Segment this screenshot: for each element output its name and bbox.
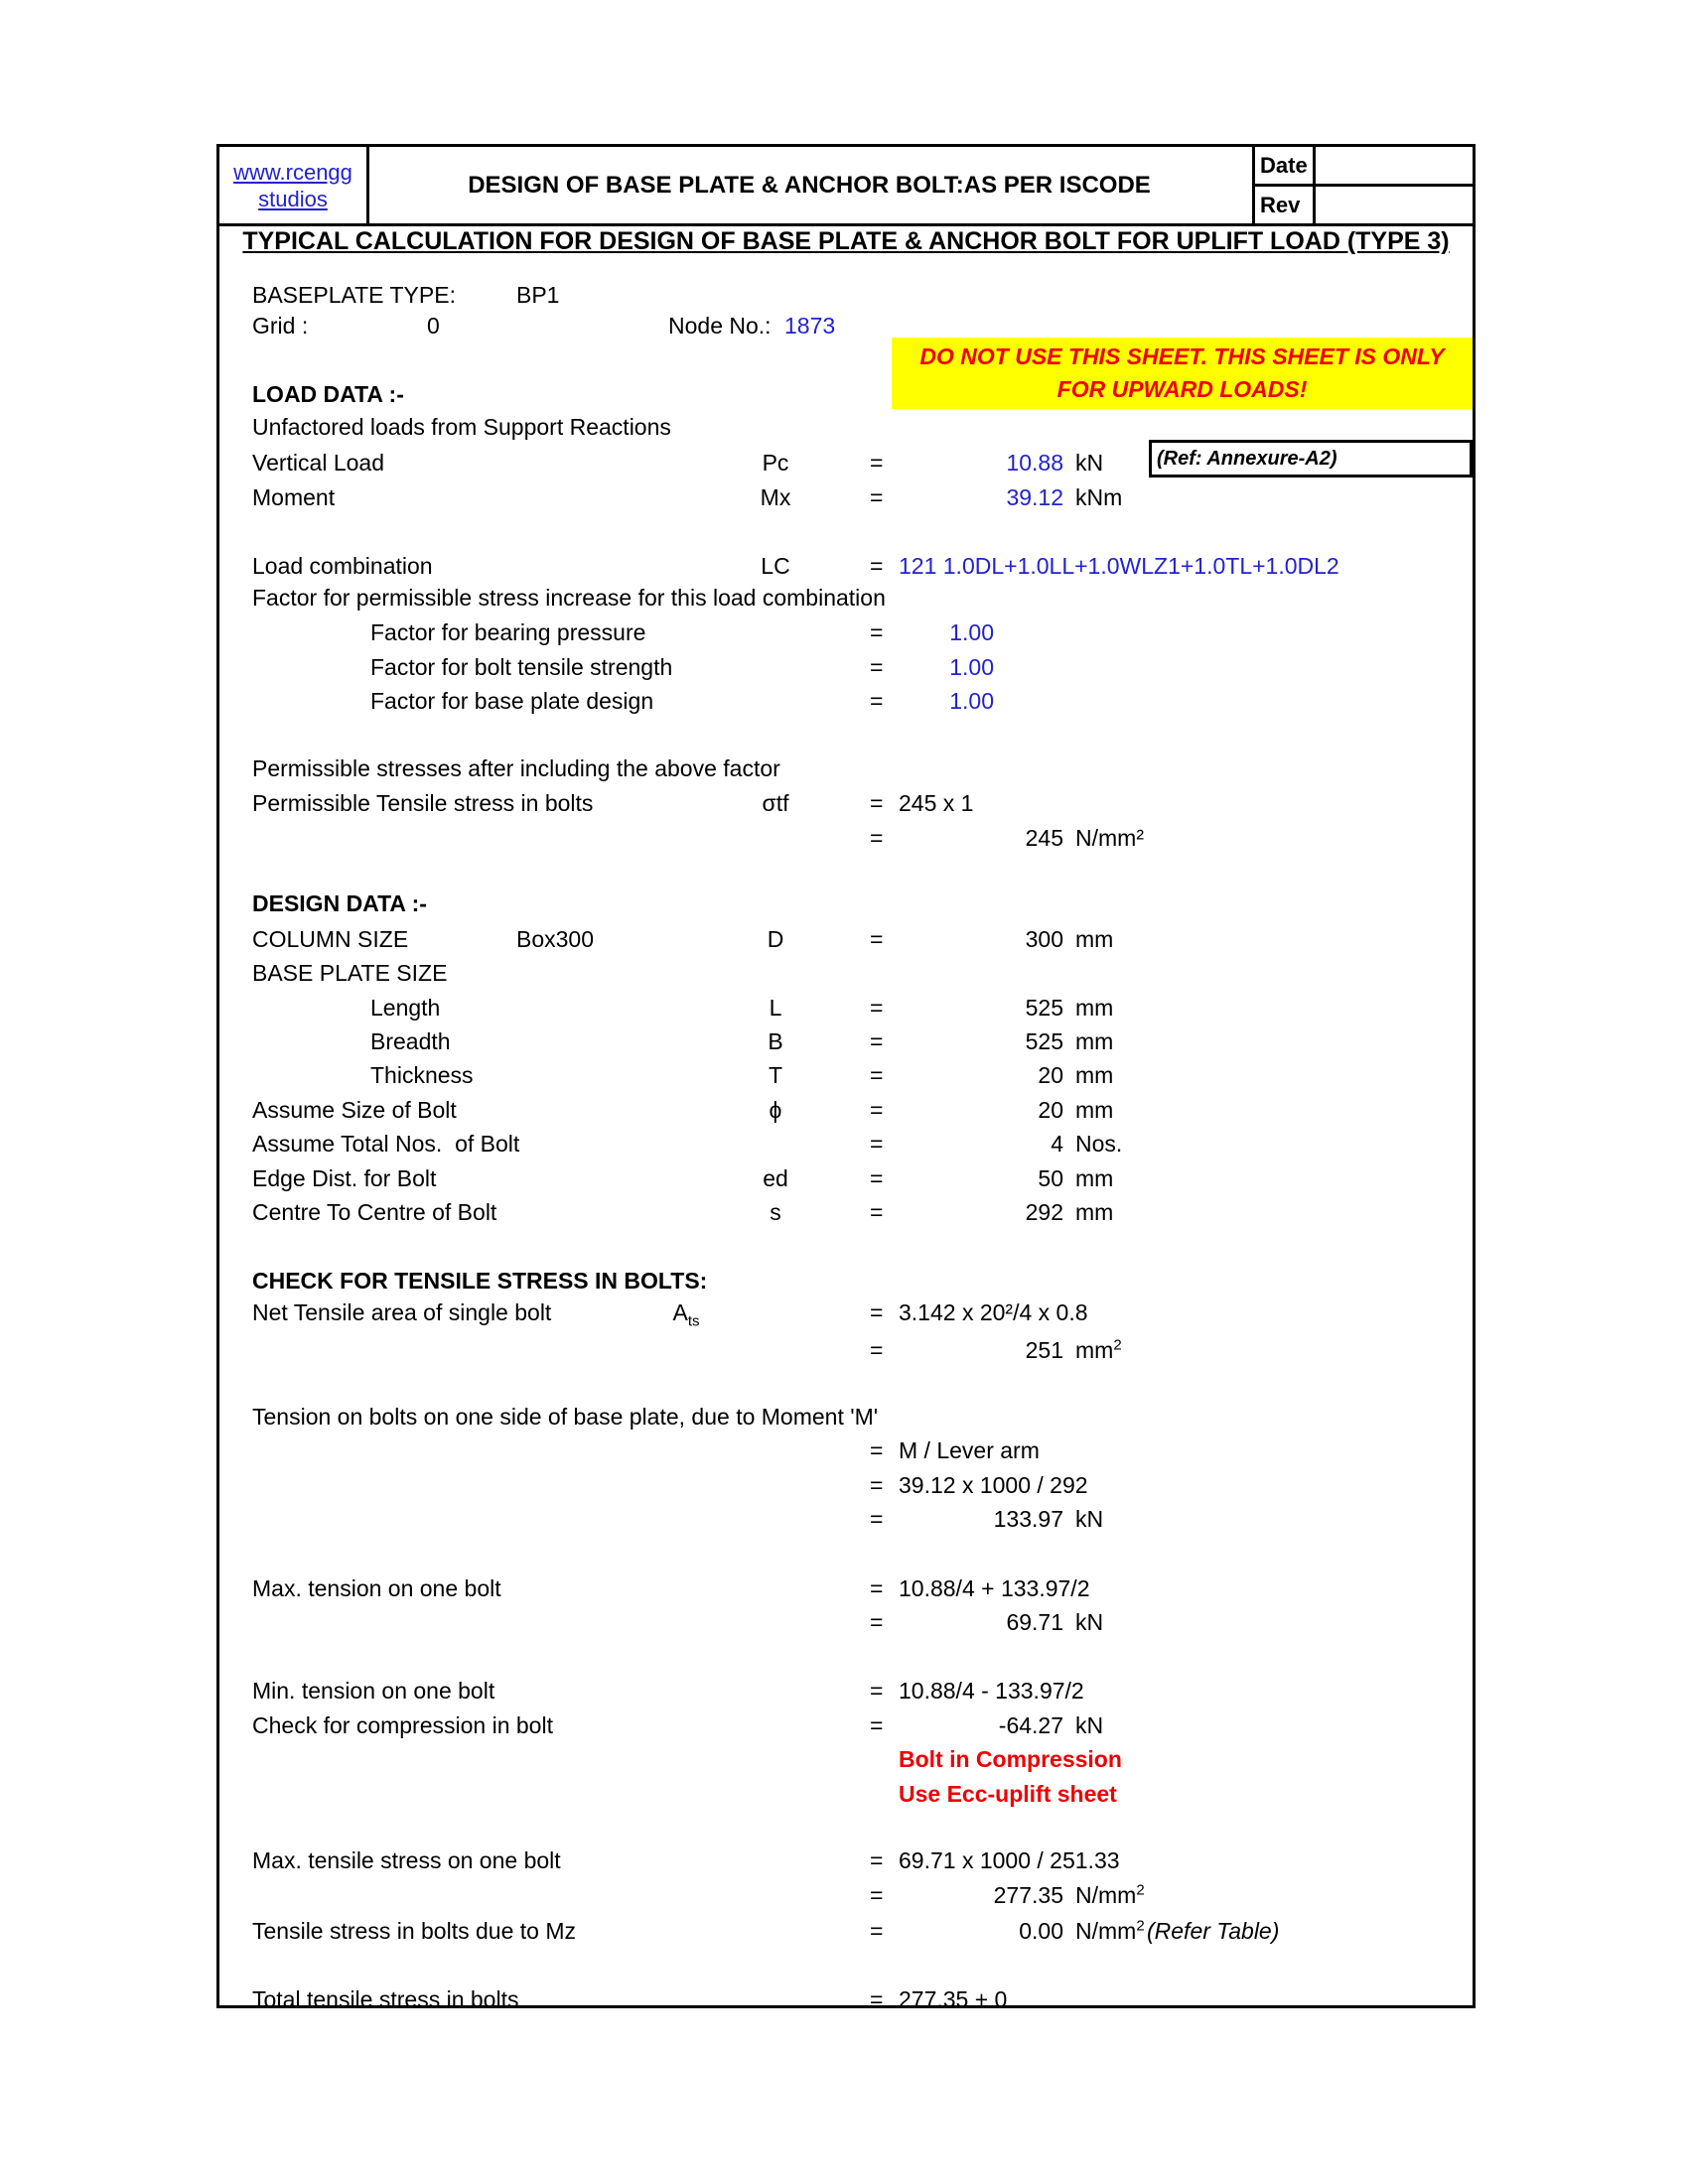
row-unit-base: kN — [1075, 1712, 1104, 1738]
row-label: Load combination — [252, 553, 433, 579]
sheet-title: DESIGN OF BASE PLATE & ANCHOR BOLT:AS PER ISCODE — [468, 171, 1151, 199]
rev-label: Rev — [1255, 187, 1316, 223]
row-label: Factor for permissible stress increase for this load combination — [252, 585, 886, 611]
row-sublabel: Box300 — [516, 926, 595, 952]
row-symbol — [716, 449, 835, 477]
equals-sign: = — [870, 1299, 884, 1325]
calc-row — [219, 959, 1473, 987]
row-symbol-base: Mx — [760, 484, 791, 510]
equals-sign: = — [870, 553, 884, 579]
row-symbol — [716, 994, 835, 1022]
row-unit-base: mm — [1075, 926, 1114, 952]
equals-sign: = — [870, 1097, 884, 1123]
calc-row — [219, 754, 1473, 782]
row-label: CHECK FOR TENSILE STRESS IN BOLTS: — [252, 1268, 708, 1294]
row-value: 20 — [1038, 1062, 1063, 1088]
logo-link[interactable] — [233, 159, 352, 212]
row-symbol — [627, 1298, 746, 1330]
row-unit-base: mm — [1075, 1062, 1114, 1088]
equals-sign: = — [870, 825, 884, 851]
row-symbol — [716, 483, 835, 511]
row-label: Permissible Tensile stress in bolts — [252, 790, 594, 816]
logo-link-line2: studios — [258, 186, 328, 211]
row-unit — [1075, 1917, 1145, 1945]
row-formula: 39.12 x 1000 / 292 — [899, 1472, 1088, 1498]
calc-row — [219, 483, 1473, 511]
equals-sign: = — [870, 1199, 884, 1225]
calc-row — [219, 1164, 1473, 1192]
calc-row — [219, 1574, 1473, 1602]
calc-row — [219, 687, 1473, 715]
row-value: 525 — [1025, 1028, 1063, 1054]
date-value — [1319, 147, 1473, 184]
row-symbol — [716, 1027, 835, 1055]
calc-row — [219, 1027, 1473, 1055]
calc-row — [219, 1403, 1473, 1431]
row-label: Permissible stresses after including the above factor — [252, 755, 780, 781]
row-unit-base: N/mm² — [1075, 825, 1144, 851]
row-label: Min. tension on one bolt — [252, 1678, 495, 1704]
row-label: Unfactored loads from Support Reactions — [252, 414, 671, 440]
row-label: Factor for base plate design — [370, 688, 654, 714]
row-label: Total tensile stress in bolts — [252, 1986, 519, 2012]
row-value: 300 — [1025, 926, 1063, 952]
date-rev-block — [1252, 147, 1473, 223]
calc-row — [219, 1985, 1473, 2013]
calc-row — [219, 1096, 1473, 1124]
row-symbol — [716, 1061, 835, 1089]
calc-row — [219, 1677, 1473, 1705]
row-value: 133.97 — [993, 1506, 1063, 1532]
calc-row — [219, 413, 1473, 441]
baseplate-value: BP1 — [516, 282, 560, 308]
row-label: Edge Dist. for Bolt — [252, 1165, 437, 1191]
calc-row — [219, 1846, 1473, 1874]
row-formula: 10.88/4 + 133.97/2 — [899, 1575, 1090, 1601]
row-unit — [1075, 1505, 1103, 1533]
row-symbol-base: Pc — [762, 450, 789, 476]
row-unit-base: kN — [1075, 1506, 1104, 1532]
row-unit — [1075, 1881, 1145, 1909]
warning-line1: DO NOT USE THIS SHEET. THIS SHEET IS ONLY — [919, 343, 1445, 369]
equals-sign: = — [870, 1882, 884, 1908]
row-formula: 245 x 1 — [899, 790, 974, 816]
row-unit — [1075, 483, 1122, 511]
row-value: 69.71 — [1006, 1609, 1063, 1635]
equals-sign: = — [870, 1062, 884, 1088]
rev-row — [1255, 187, 1473, 223]
row-symbol-base: D — [767, 926, 784, 952]
rev-value — [1319, 187, 1473, 223]
reference-note-box: (Ref: Annexure-A2) — [1149, 440, 1473, 478]
calc-row — [219, 789, 1473, 817]
alert-text: Bolt in Compression — [899, 1746, 1122, 1772]
equals-sign: = — [870, 1028, 884, 1054]
equals-sign: = — [870, 995, 884, 1021]
calc-row — [219, 1267, 1473, 1295]
baseplate-label: BASEPLATE TYPE: — [252, 282, 456, 308]
row-label: Max. tensile stress on one bolt — [252, 1847, 561, 1873]
row-label: Breadth — [370, 1028, 451, 1054]
logo-link-line1: www.rcengg — [233, 159, 352, 185]
row-unit — [1075, 1164, 1113, 1192]
baseplate-row — [219, 281, 1473, 309]
grid-node-row — [219, 312, 1473, 340]
row-label: BASE PLATE SIZE — [252, 960, 448, 986]
row-value: 292 — [1025, 1199, 1063, 1225]
calc-row — [219, 1505, 1473, 1533]
warning-line2: FOR UPWARD LOADS! — [1056, 376, 1308, 402]
sheet-subtitle — [219, 224, 1473, 258]
calc-row — [219, 1061, 1473, 1089]
row-symbol-subscript: ts — [687, 1312, 700, 1330]
row-label: DESIGN DATA :- — [252, 890, 427, 916]
row-unit-base: Nos. — [1075, 1131, 1123, 1157]
row-unit-base: N/mm — [1075, 1882, 1137, 1908]
row-value: 1.00 — [949, 688, 994, 714]
row-formula: 3.142 x 20²/4 x 0.8 — [899, 1299, 1088, 1325]
row-unit — [1075, 1608, 1103, 1636]
row-value: 251 — [1025, 1337, 1063, 1363]
row-label: Moment — [252, 484, 336, 510]
sheet-subtitle-text: TYPICAL CALCULATION FOR DESIGN OF BASE PLATE & ANCHOR BOLT FOR UPLIFT LOAD (TYPE 3) — [242, 227, 1450, 255]
row-formula: 277.35 + 0 — [899, 1986, 1008, 2012]
row-label: Length — [370, 995, 441, 1021]
calc-row — [219, 1336, 1473, 1364]
equals-sign: = — [870, 688, 884, 714]
row-symbol — [716, 1096, 835, 1124]
row-label: Thickness — [370, 1062, 474, 1088]
row-unit — [1075, 449, 1103, 477]
calc-row — [219, 889, 1473, 917]
row-label: Check for compression in bolt — [252, 1712, 553, 1738]
row-label: Tension on bolts on one side of base plate, due to Moment 'M' — [252, 1404, 879, 1430]
calc-row — [219, 1436, 1473, 1464]
row-unit — [1075, 1096, 1113, 1124]
row-symbol-base: σtf — [762, 790, 789, 816]
node-label: Node No.: — [668, 313, 772, 339]
equals-sign: = — [870, 450, 884, 476]
row-unit — [1075, 1198, 1113, 1226]
calc-row — [219, 618, 1473, 646]
row-unit — [1075, 1061, 1113, 1089]
row-label: Factor for bolt tensile strength — [370, 654, 673, 680]
row-symbol — [716, 1164, 835, 1192]
row-label: Vertical Load — [252, 450, 384, 476]
row-symbol-base: s — [770, 1199, 781, 1225]
row-symbol — [716, 925, 835, 953]
row-symbol — [716, 552, 835, 580]
calc-row — [219, 1471, 1473, 1499]
row-unit — [1075, 1130, 1122, 1158]
document-frame — [216, 144, 1476, 2012]
row-unit-superscript: 2 — [1136, 1881, 1145, 1899]
row-symbol-base: B — [768, 1028, 783, 1054]
equals-sign: = — [870, 1506, 884, 1532]
equals-sign: = — [870, 1131, 884, 1157]
row-value: 50 — [1038, 1165, 1063, 1191]
row-unit-base: mm — [1075, 1337, 1114, 1363]
calc-row — [219, 1745, 1473, 1773]
row-symbol — [716, 789, 835, 817]
row-label: Assume Total Nos. of Bolt — [252, 1131, 520, 1157]
equals-sign: = — [870, 654, 884, 680]
row-unit-base: mm — [1075, 1097, 1114, 1123]
equals-sign: = — [870, 1712, 884, 1738]
equals-sign: = — [870, 1678, 884, 1704]
equals-sign: = — [870, 1337, 884, 1363]
sheet-header — [219, 147, 1473, 226]
calc-row — [219, 1711, 1473, 1739]
grid-label: Grid : — [252, 313, 309, 339]
row-label: COLUMN SIZE — [252, 926, 409, 952]
equals-sign: = — [870, 484, 884, 510]
equals-sign: = — [870, 619, 884, 645]
row-unit-superscript: 2 — [1136, 1917, 1145, 1935]
row-symbol-base: L — [769, 995, 782, 1021]
logo-cell — [219, 147, 369, 223]
row-symbol-base: ed — [763, 1165, 788, 1191]
calc-row — [219, 584, 1473, 612]
equals-sign: = — [870, 1918, 884, 1944]
calc-row — [219, 824, 1473, 852]
calc-row — [219, 1130, 1473, 1158]
row-unit — [1075, 994, 1113, 1022]
row-unit-base: kN — [1075, 450, 1104, 476]
row-unit-base: N/mm — [1075, 1918, 1137, 1944]
calc-row — [219, 994, 1473, 1022]
row-formula: 10.88/4 - 133.97/2 — [899, 1678, 1084, 1704]
row-value: -64.27 — [998, 1712, 1063, 1738]
row-value: 525 — [1025, 995, 1063, 1021]
row-symbol-base: LC — [761, 553, 790, 579]
row-unit-base: mm — [1075, 995, 1114, 1021]
calc-row — [219, 552, 1473, 580]
calc-row — [219, 1780, 1473, 1808]
row-value: 4 — [1051, 1131, 1063, 1157]
row-unit-base: kN — [1075, 1609, 1104, 1635]
row-unit — [1075, 1336, 1122, 1364]
equals-sign: = — [870, 790, 884, 816]
row-unit — [1075, 925, 1113, 953]
calc-row — [219, 1298, 1473, 1330]
row-value: 10.88 — [1006, 450, 1063, 476]
row-label: Max. tension on one bolt — [252, 1575, 501, 1601]
row-note: (Refer Table) — [1147, 1918, 1280, 1944]
date-row — [1255, 147, 1473, 187]
row-value: 245 — [1025, 825, 1063, 851]
row-unit-base: mm — [1075, 1165, 1114, 1191]
row-formula: 69.71 x 1000 / 251.33 — [899, 1847, 1120, 1873]
row-unit-base: mm — [1075, 1199, 1114, 1225]
calc-row — [219, 1608, 1473, 1636]
equals-sign: = — [870, 1986, 884, 2012]
equals-sign: = — [870, 1165, 884, 1191]
row-label: Centre To Centre of Bolt — [252, 1199, 497, 1225]
row-label: Tensile stress in bolts due to Mz — [252, 1918, 576, 1944]
row-unit — [1075, 1711, 1103, 1739]
equals-sign: = — [870, 1575, 884, 1601]
row-unit-base: kNm — [1075, 484, 1123, 510]
equals-sign: = — [870, 1472, 884, 1498]
row-symbol-base: ϕ — [769, 1097, 782, 1123]
calc-row — [219, 925, 1473, 953]
grid-value: 0 — [427, 313, 440, 339]
calc-row — [219, 1881, 1473, 1909]
row-unit-base: mm — [1075, 1028, 1114, 1054]
row-unit-superscript: 2 — [1113, 1336, 1122, 1354]
calc-row — [219, 449, 1473, 477]
row-symbol — [716, 1198, 835, 1226]
calc-row — [219, 653, 1473, 681]
alert-text: Use Ecc-uplift sheet — [899, 1781, 1117, 1807]
row-value: 20 — [1038, 1097, 1063, 1123]
row-value: 277.35 — [993, 1882, 1063, 1908]
node-value: 1873 — [784, 313, 836, 339]
equals-sign: = — [870, 1437, 884, 1463]
equals-sign: = — [870, 1609, 884, 1635]
calc-row — [219, 380, 1473, 408]
equals-sign: = — [870, 926, 884, 952]
row-label: Assume Size of Bolt — [252, 1097, 457, 1123]
row-label: Factor for bearing pressure — [370, 619, 646, 645]
row-value: 0.00 — [1019, 1918, 1063, 1944]
row-unit — [1075, 824, 1144, 852]
row-symbol-base: T — [768, 1062, 783, 1088]
row-formula: M / Lever arm — [899, 1437, 1040, 1463]
row-formula: 121 1.0DL+1.0LL+1.0WLZ1+1.0TL+1.0DL2 — [899, 553, 1339, 579]
row-label: LOAD DATA :- — [252, 381, 404, 407]
calc-row — [219, 1198, 1473, 1226]
row-label: Net Tensile area of single bolt — [252, 1299, 552, 1325]
row-value: 1.00 — [949, 619, 994, 645]
row-unit — [1075, 1027, 1113, 1055]
equals-sign: = — [870, 1847, 884, 1873]
row-symbol-base: A — [672, 1299, 688, 1325]
row-value: 1.00 — [949, 654, 994, 680]
date-label: Date — [1255, 147, 1316, 184]
row-value: 39.12 — [1006, 484, 1063, 510]
calc-row — [219, 1917, 1473, 1945]
